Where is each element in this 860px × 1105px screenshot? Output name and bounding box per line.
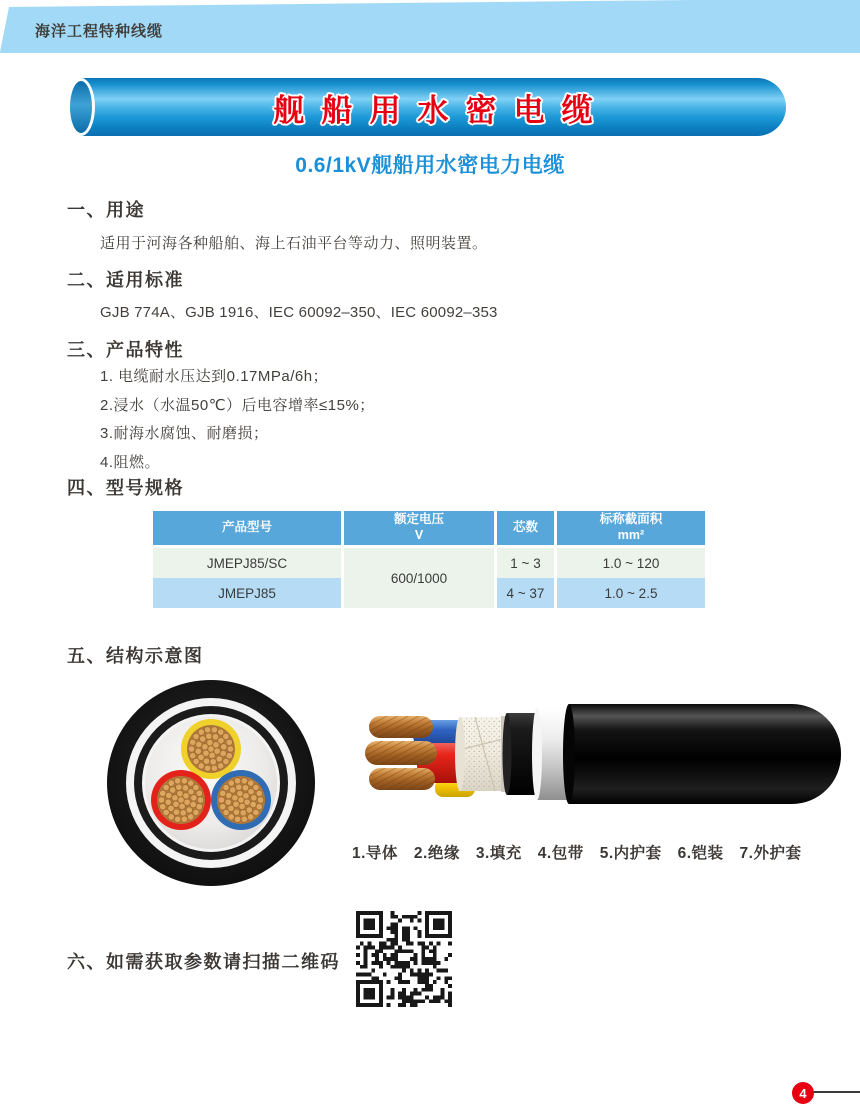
col-header-voltage: 额定电压 V [344, 511, 494, 545]
usage-body: 适用于河海各种船舶、海上石油平台等动力、照明装置。 [100, 235, 488, 252]
feature-item: 3.耐海水腐蚀、耐磨损； [100, 425, 269, 442]
cell-area-row2: 1.0 ~ 2.5 [557, 578, 705, 608]
col-header-cores: 芯数 [497, 511, 554, 545]
cell-model-row1: JMEPJ85/SC [153, 548, 341, 578]
core-red [151, 770, 211, 830]
structure-caption: 1.导体 2.绝缘 3.填充 4.包带 5.内护套 6.铠装 7.外护套 [352, 845, 802, 862]
cell-area-row1: 1.0 ~ 120 [557, 548, 705, 578]
spec-table [153, 511, 705, 608]
col-header-area: 标称截面积 mm² [557, 511, 705, 545]
cell-cores-row2: 4 ~ 37 [497, 578, 554, 608]
cell-model-row2: JMEPJ85 [153, 578, 341, 608]
feature-item: 4.阻燃。 [100, 453, 161, 471]
kicker-text: 海洋工程特种线缆 [35, 23, 164, 40]
banner-title: 舰船用水密电缆 [273, 92, 610, 128]
standards-body: GJB 774A、GJB 1916、IEC 60092–350、IEC 60092–353 [100, 304, 498, 321]
qr-code-svg [356, 911, 452, 1007]
footer-rule [811, 1091, 860, 1093]
cell-voltage: 600/1000 [344, 548, 494, 608]
section-features-heading: 三、产品特性 [67, 340, 184, 360]
product-subtitle: 0.6/1kV舰船用水密电力电缆 [295, 154, 565, 177]
section-specs-heading: 四、型号规格 [67, 478, 184, 498]
filler [455, 717, 507, 791]
outer-sheath [563, 704, 841, 804]
feature-item: 1. 电缆耐水压达到0.17MPa/6h； [100, 368, 329, 385]
col-header-model: 产品型号 [153, 511, 341, 545]
qr-code [356, 911, 452, 1007]
section-structure-heading: 五、结构示意图 [67, 646, 204, 666]
feature-list [100, 363, 375, 477]
banner-endcap [67, 78, 95, 136]
cable-cross-section-image [104, 678, 318, 893]
page-number: 4 [799, 1085, 807, 1101]
page-number-badge [792, 1082, 814, 1104]
core-blue [211, 770, 271, 830]
section-usage-heading: 一、用途 [67, 200, 145, 220]
section-standards-heading: 二、适用标准 [67, 270, 184, 290]
conductors [365, 716, 437, 790]
core-yellow [181, 719, 241, 779]
feature-item: 2.浸水（水温50℃）后电容增率≤15%； [100, 396, 375, 414]
banner-capsule [80, 78, 786, 136]
cable-3d-image [363, 700, 855, 815]
section-qr-heading: 六、如需获取参数请扫描二维码 [67, 952, 340, 972]
cell-cores-row1: 1 ~ 3 [497, 548, 554, 578]
